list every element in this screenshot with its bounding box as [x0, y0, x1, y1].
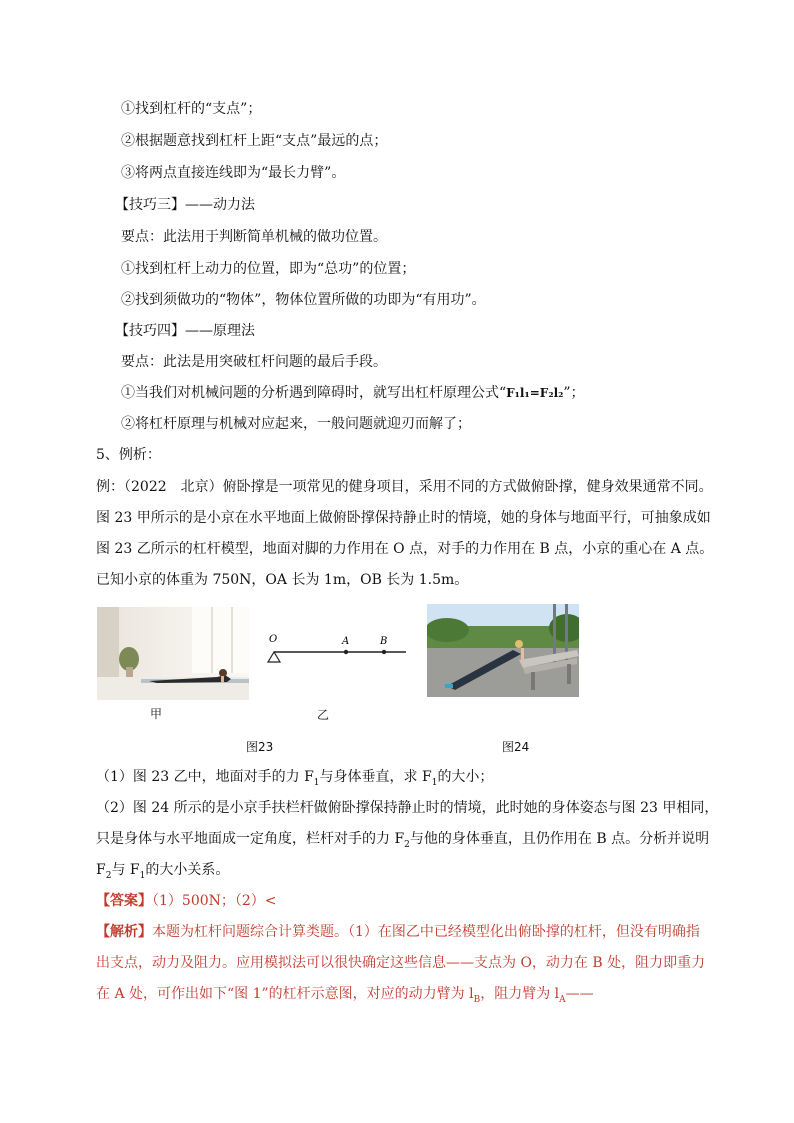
- example-line-4: 已知小京的体重为 750N，OA 长为 1m，OB 长为 1.5m。: [96, 572, 469, 588]
- question-2-line-1: （2）图 24 所示的是小京手扶栏杆做俯卧撑保持静止时的情境，此时她的身体姿态与图 23 甲相同，: [96, 800, 719, 816]
- example-line-2: 图 23 甲所示的是小京在水平地面上做俯卧撑保持静止时的情境，她的身体与地面平行，可抽象成如: [96, 510, 711, 526]
- answer-text: （1）500N；（2）<: [152, 893, 277, 909]
- subscript-a: A: [559, 994, 566, 1005]
- subscript-1b: 1: [431, 777, 438, 788]
- question-2-line-3-post: 的大小关系。: [145, 862, 230, 878]
- lever-model-diagram: [260, 630, 410, 670]
- question-2-line-2: [96, 829, 709, 855]
- point-b-dot: [382, 650, 386, 654]
- analysis-text-3a: 在 A 处，可作出如下“图 1”的杠杆示意图，对应的动力臂为 l: [96, 986, 474, 1002]
- analysis-line-3: [96, 984, 594, 1010]
- tech3-item-2: ②找到须做功的“物体”，物体位置所做的功即为“有用功”。: [121, 292, 486, 308]
- figure-23-jia-photo: [97, 607, 249, 700]
- point-o-label: O: [269, 634, 278, 645]
- tech4-heading: 【技巧四】——原理法: [115, 323, 255, 339]
- tech4-item-1: [121, 383, 585, 403]
- subscript-2a: 2: [404, 839, 410, 850]
- step-3: ③将两点直接连线即为“最长力臂”。: [121, 165, 346, 181]
- subscript-1c: 1: [139, 870, 146, 881]
- question-2-line-2-pre: 只是身体与水平地面成一定角度，栏杆对手的力 F: [96, 831, 405, 847]
- analysis-tag: 【解析】: [96, 924, 152, 940]
- question-1-post: 的大小；: [437, 769, 494, 785]
- lever-formula: F₁l₁=F₂l₂: [506, 386, 564, 400]
- tech4-item-2: ②将杠杆原理与机械对应起来，一般问题就迎刃而解了；: [121, 416, 471, 432]
- step-1: ①找到杠杆的“支点”；: [121, 101, 262, 117]
- example-line-1: 例：（2022 北京）俯卧撑是一项常见的健身项目，采用不同的方式做俯卧撑，健身效果通常不同。: [96, 479, 713, 495]
- step-2: ②根据题意找到杠杆上距“支点”最远的点；: [121, 133, 388, 149]
- point-b-label: B: [380, 636, 388, 647]
- question-1-mid: 与身体垂直，求 F: [319, 769, 432, 785]
- figure-yi-label: 乙: [317, 708, 330, 722]
- tech3-item-1: ①找到杠杆上动力的位置，即为“总功”的位置；: [121, 261, 416, 277]
- point-a-label: A: [342, 636, 350, 647]
- tech4-item-1-post: ”；: [563, 385, 585, 401]
- question-1-pre: （1）图 23 乙中，地面对手的力 F: [96, 769, 314, 785]
- figure-24-caption: 图24: [502, 740, 530, 754]
- fulcrum-triangle: [268, 652, 280, 662]
- subscript-2b: 2: [105, 870, 112, 881]
- answer-tag: 【答案】: [96, 893, 152, 909]
- analysis-text-3b: ，阻力臂为 l: [480, 986, 560, 1002]
- tech3-heading: 【技巧三】——动力法: [115, 197, 255, 213]
- subscript-b: B: [473, 994, 481, 1005]
- question-2-line-2-post: 与他的身体垂直，且仍作用在 B 点。分析并说明: [409, 831, 710, 847]
- question-2-line-3-pre: F: [96, 862, 106, 878]
- answer-line: [96, 891, 277, 911]
- question-2-line-3: [96, 860, 229, 886]
- analysis-text-3c: ——: [565, 986, 594, 1002]
- figure-24-photo: [427, 604, 579, 697]
- analysis-text-1: 本题为杠杆问题综合计算类题。（1）在图乙中已经模型化出俯卧撑的杠杆，但没有明确指: [152, 924, 700, 940]
- question-1: [96, 767, 493, 793]
- tech4-key: 要点：此法是用突破杠杆问题的最后手段。: [121, 354, 387, 370]
- tech3-key: 要点：此法用于判断简单机械的做功位置。: [121, 229, 387, 245]
- analysis-line-2: 出支点，动力及阻力。应用模拟法可以很快确定这些信息——支点为 O，动力在 B 处，阻力即重力: [96, 955, 706, 971]
- question-2-line-3-mid: 与 F: [111, 862, 140, 878]
- point-a-dot: [344, 650, 348, 654]
- example-line-3: 图 23 乙所示的杠杆模型，地面对脚的力作用在 O 点，对手的力作用在 B 点，小京的重心在 A 点。: [96, 541, 714, 557]
- section-5-title: 5、例析：: [96, 447, 161, 463]
- analysis-line-1: [96, 922, 700, 942]
- figure-23-caption: 图23: [246, 740, 274, 754]
- subscript-1a: 1: [313, 777, 320, 788]
- tech4-item-1-pre: ①当我们对机械问题的分析遇到障碍时，就写出杠杆原理公式“: [121, 385, 507, 401]
- figure-jia-label: 甲: [150, 707, 163, 721]
